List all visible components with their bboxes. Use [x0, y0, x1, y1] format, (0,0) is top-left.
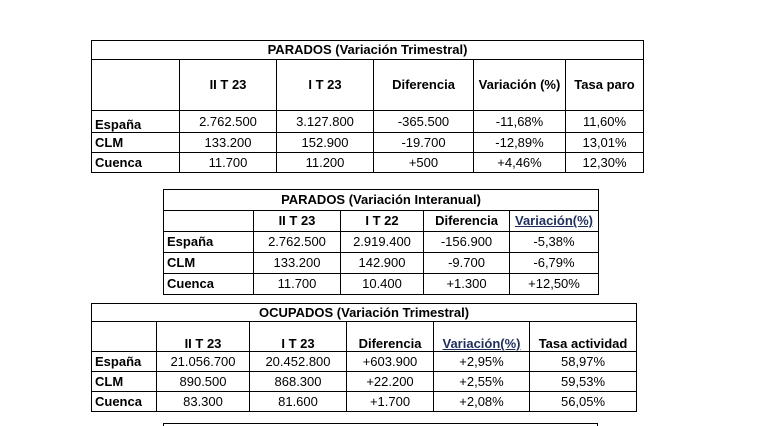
row-label: CLM [164, 253, 254, 274]
table-row [164, 232, 599, 253]
cell: 21.056.700 [157, 352, 250, 372]
cell: 11.700 [254, 274, 341, 295]
cell: 11.200 [277, 153, 374, 173]
cell: 2.762.500 [254, 232, 341, 253]
column-header: Variación(%) [510, 211, 599, 232]
table-row [92, 372, 637, 392]
cell: +1.300 [424, 274, 510, 295]
cell: -156.900 [424, 232, 510, 253]
cell: 83.300 [157, 392, 250, 412]
cell: -5,38% [510, 232, 599, 253]
cell: +603.900 [347, 352, 434, 372]
row-label: Cuenca [92, 153, 180, 173]
row-label: CLM [92, 372, 157, 392]
column-header [92, 322, 157, 352]
cell: -365.500 [374, 111, 474, 133]
column-header: Variación(%) [434, 322, 530, 352]
cell: +2,08% [434, 392, 530, 412]
column-header [92, 60, 180, 111]
row-label: España [164, 232, 254, 253]
cell: 3.127.800 [277, 111, 374, 133]
table-row [92, 352, 637, 372]
cell: 13,01% [566, 133, 644, 153]
cell: 56,05% [530, 392, 637, 412]
cell: +1.700 [347, 392, 434, 412]
table-title: OCUPADOS (Variación Trimestral) [92, 304, 637, 322]
cell: 868.300 [250, 372, 347, 392]
parados-interanual-table [163, 189, 599, 295]
cell: -9.700 [424, 253, 510, 274]
cell: 12,30% [566, 153, 644, 173]
column-header: Tasa actividad [530, 322, 637, 352]
table-row [92, 392, 637, 412]
table-row [92, 153, 644, 173]
cell: 152.900 [277, 133, 374, 153]
cell: -19.700 [374, 133, 474, 153]
cell: -6,79% [510, 253, 599, 274]
table-row [164, 253, 599, 274]
column-header: I T 23 [250, 322, 347, 352]
cell: -11,68% [474, 111, 566, 133]
column-header: II T 23 [254, 211, 341, 232]
parados-trimestral-table [91, 40, 644, 173]
cell: +2,55% [434, 372, 530, 392]
column-header: Variación (%) [474, 60, 566, 111]
column-header: Tasa paro [566, 60, 644, 111]
column-header: I T 23 [277, 60, 374, 111]
row-label: Cuenca [164, 274, 254, 295]
table-row [164, 274, 599, 295]
cell: +12,50% [510, 274, 599, 295]
column-header: II T 23 [157, 322, 250, 352]
cell: 142.900 [341, 253, 424, 274]
cell: +2,95% [434, 352, 530, 372]
ocupados-trimestral-table [91, 303, 637, 412]
cell: 890.500 [157, 372, 250, 392]
cell: 58,97% [530, 352, 637, 372]
column-header: II T 23 [180, 60, 277, 111]
cell: 59,53% [530, 372, 637, 392]
table-row [92, 133, 644, 153]
column-header: Diferencia [424, 211, 510, 232]
table-title: PARADOS (Variación Interanual) [164, 190, 599, 211]
row-label: España [92, 111, 180, 133]
cell: 11,60% [566, 111, 644, 133]
row-label: CLM [92, 133, 180, 153]
cell: -12,89% [474, 133, 566, 153]
column-header: Diferencia [347, 322, 434, 352]
cell: 2.762.500 [180, 111, 277, 133]
cell: 20.452.800 [250, 352, 347, 372]
table-title: PARADOS (Variación Trimestral) [92, 41, 644, 60]
cell: +4,46% [474, 153, 566, 173]
cell: 11.700 [180, 153, 277, 173]
cell: 81.600 [250, 392, 347, 412]
table-row [92, 111, 644, 133]
row-label: Cuenca [92, 392, 157, 412]
cell: 133.200 [180, 133, 277, 153]
row-label: España [92, 352, 157, 372]
column-header: Diferencia [374, 60, 474, 111]
cell: 2.919.400 [341, 232, 424, 253]
column-header [164, 211, 254, 232]
cell: 10.400 [341, 274, 424, 295]
cell: 133.200 [254, 253, 341, 274]
cell: +22.200 [347, 372, 434, 392]
column-header: I T 22 [341, 211, 424, 232]
cell: +500 [374, 153, 474, 173]
